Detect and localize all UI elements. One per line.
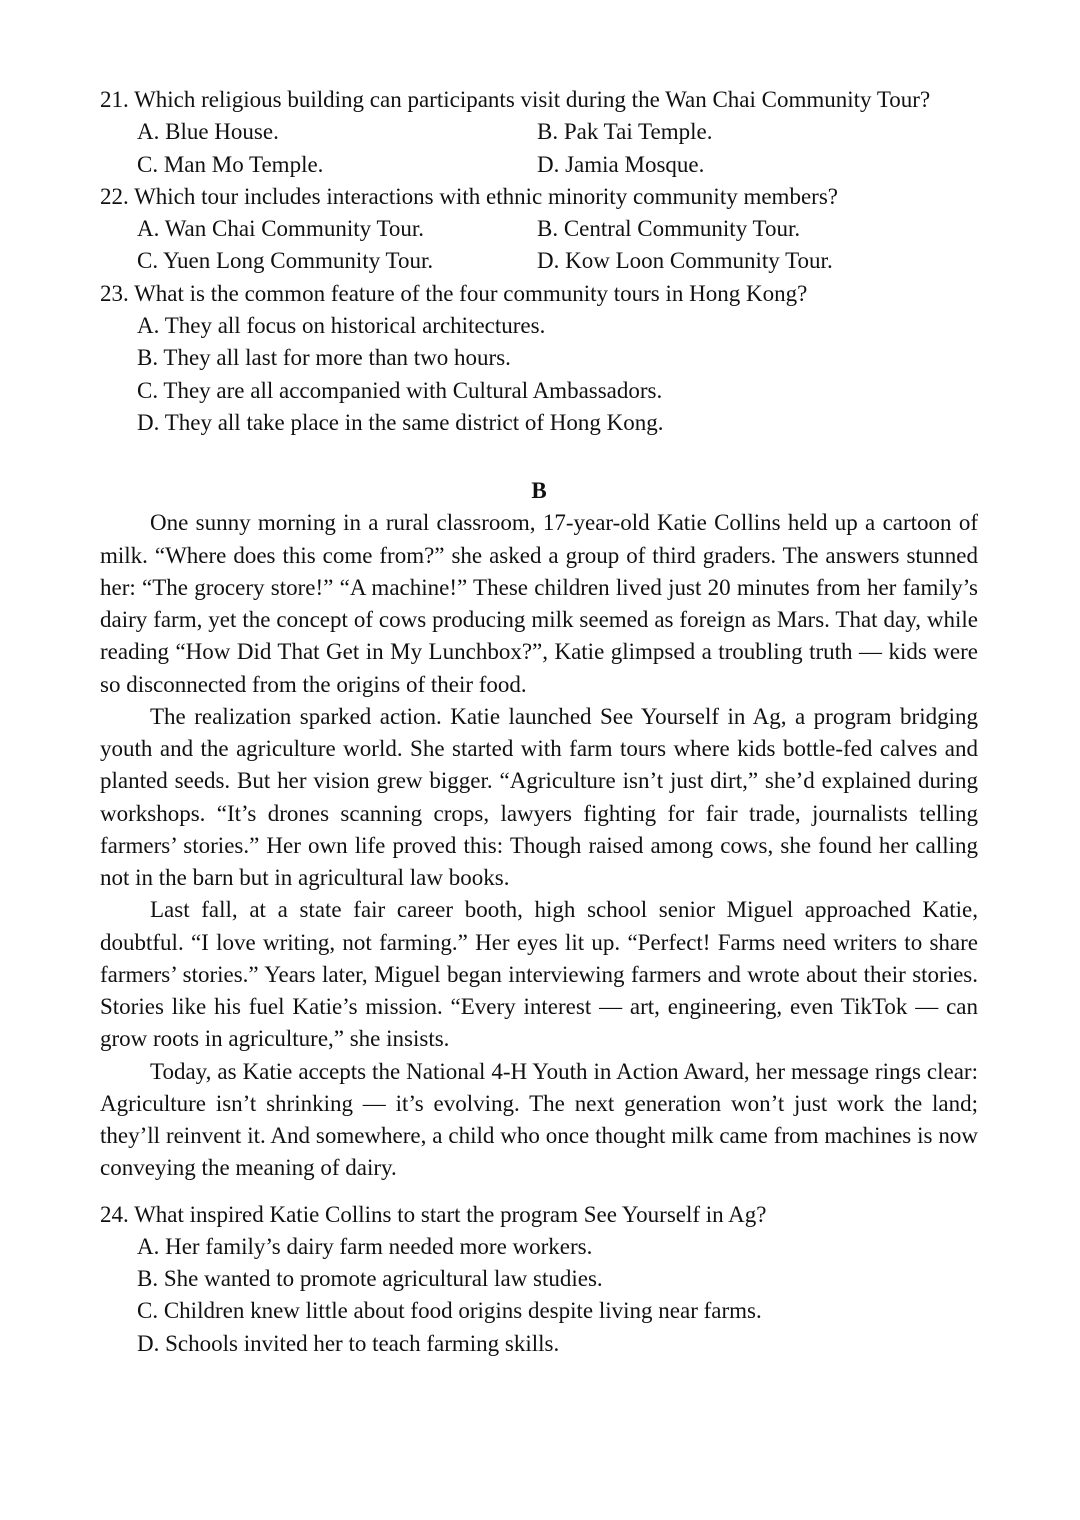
option-a: A. Her family’s dairy farm needed more workers.: [137, 1233, 593, 1259]
option-b: B. They all last for more than two hours.: [137, 345, 511, 371]
question-23: [100, 278, 978, 439]
option-a: A. Wan Chai Community Tour.: [137, 216, 425, 242]
question-stem: 21. Which religious building can participants visit during the Wan Chai Community Tour?: [100, 87, 931, 112]
question-24: [100, 1199, 978, 1360]
question-stem: 22. Which tour includes interactions with ethnic minority community members?: [100, 183, 838, 209]
question-22: [100, 181, 978, 278]
spacer: [100, 439, 978, 475]
exam-page: [100, 84, 978, 1360]
option-b: B. She wanted to promote agricultural law studies.: [137, 1266, 603, 1292]
option-row: [100, 116, 978, 148]
passage-paragraph-4: Today, as Katie accepts the National 4-H Youth in Action Award, her message rings clear: Agriculture isn’t shrinking — it’s evolving. The next generation won’t just work the land; they’ll reinvent it. And somewhere, a child who once thought milk came from machines is now conveying the meaning of dairy.: [100, 1058, 978, 1181]
option-d: D. Jamia Mosque.: [537, 151, 705, 177]
question-stem: 23. What is the common feature of the four community tours in Hong Kong?: [100, 280, 808, 306]
option-d: D. Schools invited her to teach farming skills.: [137, 1330, 560, 1356]
spacer: [100, 1185, 978, 1199]
option-d: D. Kow Loon Community Tour.: [537, 248, 833, 274]
option-a: A. They all focus on historical architectures.: [137, 313, 546, 339]
section-title: B: [531, 478, 547, 504]
reading-passage: [100, 507, 978, 1184]
passage-paragraph-1: One sunny morning in a rural classroom, 17-year-old Katie Collins held up a cartoon of milk. “Where does this come from?” she asked a group of third graders. The answers stunned her: “The grocery store!” “A machine!” These children lived just 20 minutes from her family’s dairy farm, yet the concept of cows producing milk seemed as foreign as Mars. That day, while reading “How Did That Get in My Lunchbox?”, Katie glimpsed a troubling truth — kids were so disconnected from the origins of their food.: [100, 510, 978, 697]
option-b: B. Pak Tai Temple.: [537, 119, 713, 145]
passage-paragraph-3: Last fall, at a state fair career booth, high school senior Miguel approached Katie, doubtful. “I love writing, not farming.” Her eyes lit up. “Perfect! Farms need writers to share farmers’ stories.” Years later, Miguel began interviewing farmers and wrote about their stories. Stories like his fuel Katie’s mission. “Every interest — art, engineering, even TikTok — can grow roots in agriculture,” she insists.: [100, 897, 978, 1052]
option-c: C. Children knew little about food origins despite living near farms.: [137, 1298, 762, 1324]
option-b: B. Central Community Tour.: [537, 216, 801, 242]
option-a: A. Blue House.: [137, 119, 279, 145]
option-d: D. They all take place in the same district of Hong Kong.: [137, 409, 664, 435]
passage-paragraph-2: The realization sparked action. Katie launched See Yourself in Ag, a program bridging youth and the agriculture world. She started with farm tours where kids bottle-fed calves and planted seeds. But her vision grew bigger. “Agriculture isn’t just dirt,” she’d explained during workshops. “It’s drones scanning crops, lawyers fighting for fair trade, journalists telling farmers’ stories.” Her own life proved this: Though raised among cows, she found her calling not in the barn but in agricultural law books.: [100, 703, 978, 891]
option-c: C. Yuen Long Community Tour.: [137, 248, 434, 274]
option-row: [100, 149, 978, 181]
option-c: C. Man Mo Temple.: [137, 151, 324, 177]
option-row: [100, 213, 978, 245]
option-c: C. They are all accompanied with Cultural Ambassadors.: [137, 377, 663, 403]
question-21: [100, 84, 978, 181]
question-stem: 24. What inspired Katie Collins to start the program See Yourself in Ag?: [100, 1201, 767, 1227]
option-row: [100, 245, 978, 277]
